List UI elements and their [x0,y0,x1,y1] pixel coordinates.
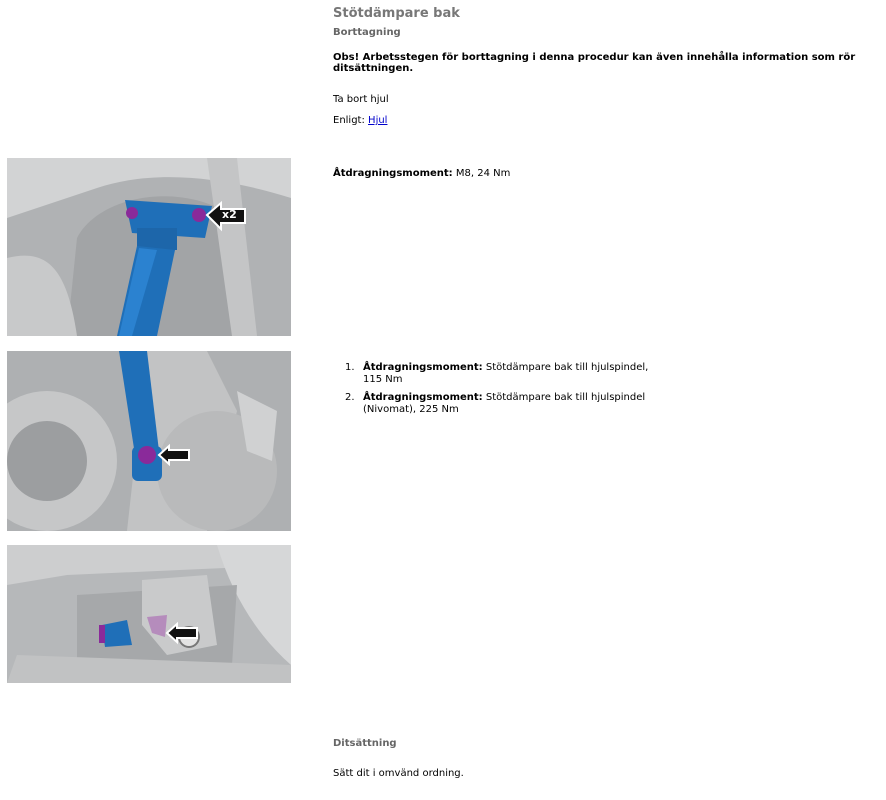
torque-value: M8, 24 Nm [455,168,511,179]
section-heading-removal: Borttagning [333,27,401,38]
torque-label: Åtdragningsmoment: [333,168,453,179]
reference-label: Enligt: [333,115,365,126]
reference-line [333,115,387,126]
illustration-upper-mount [7,158,291,336]
illustration-bracket [7,545,291,683]
list-label: Åtdragningsmoment: [363,392,483,403]
list-number: 2. [345,392,355,403]
list-number: 1. [345,362,355,373]
list-item [333,362,663,386]
installation-text: Sätt dit i omvänd ordning. [333,768,464,779]
step-remove-wheel: Ta bort hjul [333,94,389,105]
torque-spec-upper [333,168,510,179]
list-label: Åtdragningsmoment: [363,362,483,373]
illustration-lower-mount [7,351,291,531]
page-title: Stötdämpare bak [333,6,460,21]
list-text: Stötdämpare bak till hjulspindel (Nivomat), 225 Nm [363,392,646,415]
torque-list [333,362,663,422]
list-text: Stötdämpare bak till hjulspindel, 115 Nm [363,362,649,385]
list-item [333,392,663,416]
wheel-link[interactable]: Hjul [368,115,388,126]
callout-x2: x2 [222,208,237,221]
procedure-note: Obs! Arbetsstegen för borttagning i denna procedur kan även innehålla information som rör ditsättningen. [333,52,856,74]
section-heading-installation: Ditsättning [333,738,397,749]
